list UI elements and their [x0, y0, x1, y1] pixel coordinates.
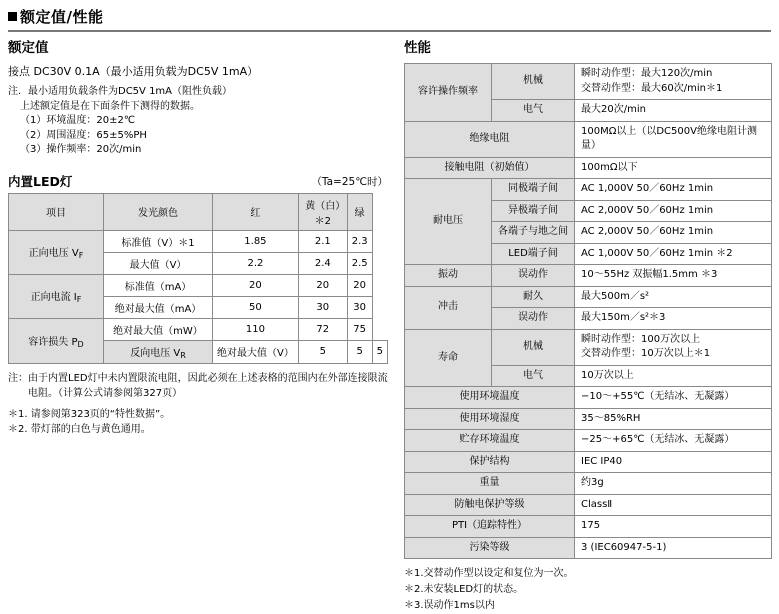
perf-category: 耐电压: [405, 179, 492, 265]
led-cell-value: 50: [213, 296, 299, 318]
led-row-label: 正向电压 $V_F$: [9, 230, 104, 274]
perf-value: AC 2,000V 50／60Hz 1min: [575, 200, 772, 222]
led-footnote-1: ＊1. 请参阅第323页的“特性数据”。: [8, 408, 171, 420]
led-cell-value: 2.4: [298, 252, 347, 274]
led-row-subitem: 绝对最大值（mA）: [104, 296, 213, 318]
led-row-subitem: 标准值（mA）: [104, 274, 213, 296]
performance-section-title: 性能: [404, 40, 431, 56]
perf-subcategory: 异极端子间: [492, 200, 575, 222]
perf-subcategory: LED端子间: [492, 243, 575, 265]
ratings-notes: [8, 85, 388, 158]
perf-category: 贮存环境温度: [405, 430, 575, 452]
perf-value: 100MΩ以上（以DC500V绝缘电阻计测量）: [575, 121, 772, 157]
perf-subcategory: 误动作: [492, 265, 575, 287]
led-row-subitem: 标准值（V）＊1: [104, 230, 213, 252]
page-title-text: 额定值/性能: [20, 8, 104, 26]
ratings-note-1: 上述额定值是在下面条件下测得的数据。: [20, 100, 200, 112]
perf-subcategory: 机械: [492, 329, 575, 365]
led-cell-value: 5: [298, 340, 347, 363]
performance-table-body: [405, 64, 772, 559]
led-cell-value: 72: [298, 318, 347, 340]
perf-category: 保护结构: [405, 451, 575, 473]
perf-category: 污染等级: [405, 537, 575, 559]
table-row: [405, 265, 772, 287]
led-cell-value: 2.3: [347, 230, 372, 252]
perf-category: 重量: [405, 473, 575, 495]
led-table-body: [9, 230, 388, 363]
square-bullet-icon: [8, 12, 17, 21]
perf-value: 最大500m／s²: [575, 286, 772, 308]
table-row: [405, 121, 772, 157]
perf-value: 35～85%RH: [575, 408, 772, 430]
perf-value: 瞬时动作型：最大120次/min 交替动作型：最大60次/min＊1: [575, 64, 772, 100]
perf-category: 使用环境温度: [405, 387, 575, 409]
perf-value: −25～+65℃（无结冰、无凝露）: [575, 430, 772, 452]
led-table-head: [9, 193, 388, 230]
led-cell-value: 20: [213, 274, 299, 296]
perf-category: 使用环境湿度: [405, 408, 575, 430]
led-footnote-2: ＊2. 带灯部的白色与黄色通用。: [8, 423, 151, 435]
led-section-title: 内置LED灯: [8, 173, 73, 189]
perf-subcategory: 电气: [492, 365, 575, 387]
performance-note-1: ＊2.未安装LED灯的状态。: [404, 584, 524, 595]
led-row-subitem: 绝对最大值（mW）: [104, 318, 213, 340]
ratings-section-title: 额定值: [8, 40, 49, 56]
table-row: [405, 516, 772, 538]
ratings-note-2: （1）环境温度：20±2℃: [20, 115, 136, 126]
perf-subcategory: 耐久: [492, 286, 575, 308]
led-section-header: [8, 172, 388, 188]
led-cell-value: 5: [347, 340, 372, 363]
table-row: [9, 274, 388, 296]
led-col-item: 项目: [9, 193, 104, 230]
perf-value: −10～+55℃（无结冰、无凝露）: [575, 387, 772, 409]
table-row: [405, 329, 772, 365]
led-row-label: 反向电压 $V_R$: [104, 340, 213, 363]
perf-subcategory: 各端子与地之间: [492, 222, 575, 244]
led-cell-value: 20: [347, 274, 372, 296]
perf-subcategory: 误动作: [492, 308, 575, 330]
led-cell-value: 110: [213, 318, 299, 340]
led-cell-value: 20: [298, 274, 347, 296]
table-row: [405, 494, 772, 516]
perf-value: IEC IP40: [575, 451, 772, 473]
perf-category: 振动: [405, 265, 492, 287]
table-row: [405, 179, 772, 201]
led-row-label: 容许损失 $P_D$: [9, 318, 104, 363]
perf-value: AC 1,000V 50／60Hz 1min ＊2: [575, 243, 772, 265]
led-cell-value: 75: [347, 318, 372, 340]
perf-value: 约3g: [575, 473, 772, 495]
performance-note-0: ＊1.交替动作型以设定和复位为一次。: [404, 568, 574, 579]
right-column: [404, 36, 772, 614]
led-row-subitem: 绝对最大值（V）: [213, 340, 299, 363]
left-column: [8, 36, 388, 437]
perf-value: ClassⅡ: [575, 494, 772, 516]
led-row-label: 正向电流 $I_F$: [9, 274, 104, 318]
perf-value: AC 2,000V 50／60Hz 1min: [575, 222, 772, 244]
performance-table: [404, 63, 772, 559]
table-row: [405, 537, 772, 559]
table-row: [405, 430, 772, 452]
table-row: [405, 387, 772, 409]
ratings-note-4: （3）操作频率：20次/min: [20, 144, 142, 155]
ratings-lead-text: 接点 DC30V 0.1A（最小适用负载为DC5V 1mA）: [8, 65, 259, 78]
led-table-header-row: [9, 193, 388, 230]
led-footnote-0: 注：由于内置LED灯中未内置限流电阻，因此必须在上述表格的范围内在外部连接限流电阻。（计算公式请参阅第327页）: [8, 372, 388, 399]
perf-value: 175: [575, 516, 772, 538]
performance-note-2: ＊3.误动作1ms以内: [404, 600, 495, 611]
table-row: [405, 451, 772, 473]
perf-value: 10万次以上: [575, 365, 772, 387]
table-row: [9, 318, 388, 340]
table-row: [405, 286, 772, 308]
perf-category: PTI（追踪特性）: [405, 516, 575, 538]
perf-category: 冲击: [405, 286, 492, 329]
performance-notes: [404, 566, 772, 614]
led-cell-value: 30: [298, 296, 347, 318]
perf-value: 瞬时动作型：100万次以上 交替动作型：10万次以上＊1: [575, 329, 772, 365]
led-cell-value: 1.85: [213, 230, 299, 252]
perf-subcategory: 机械: [492, 64, 575, 100]
table-row: [9, 230, 388, 252]
table-row: [405, 408, 772, 430]
led-footnotes: [8, 371, 388, 437]
perf-category: 绝缘电阻: [405, 121, 575, 157]
led-cell-value: 2.2: [213, 252, 299, 274]
led-section-condition: （Ta=25℃时）: [311, 175, 388, 188]
led-cell-value: 5: [372, 340, 387, 363]
ratings-note-0: 注．最小适用负载条件为DC5V 1mA（阻性负载）: [8, 86, 233, 97]
perf-subcategory: 同极端子间: [492, 179, 575, 201]
perf-value: 3 (IEC60947-5-1): [575, 537, 772, 559]
led-cell-value: 2.5: [347, 252, 372, 274]
perf-value: 100mΩ以下: [575, 157, 772, 179]
page-title: [8, 6, 771, 32]
table-row: [405, 64, 772, 100]
table-row: [405, 473, 772, 495]
perf-subcategory: 电气: [492, 100, 575, 122]
table-row: [405, 157, 772, 179]
perf-value: 最大150m／s²＊3: [575, 308, 772, 330]
led-col-red: 红: [213, 193, 299, 230]
ratings-note-3: （2）周围湿度：65±5%PH: [20, 129, 147, 141]
perf-category: 容许操作频率: [405, 64, 492, 122]
led-col-green: 绿: [347, 193, 372, 230]
perf-value: 10～55Hz 双振幅1.5mm ＊3: [575, 265, 772, 287]
perf-category: 寿命: [405, 329, 492, 387]
perf-category: 防触电保护等级: [405, 494, 575, 516]
perf-value: 最大20次/min: [575, 100, 772, 122]
led-cell-value: 30: [347, 296, 372, 318]
led-row-subitem: 最大值（V）: [104, 252, 213, 274]
led-col-color: 发光颜色: [104, 193, 213, 230]
perf-category: 接触电阻（初始值）: [405, 157, 575, 179]
perf-value: AC 1,000V 50／60Hz 1min: [575, 179, 772, 201]
led-cell-value: 2.1: [298, 230, 347, 252]
led-col-yellow: 黄（白）＊2: [298, 193, 347, 230]
led-table: [8, 193, 388, 364]
